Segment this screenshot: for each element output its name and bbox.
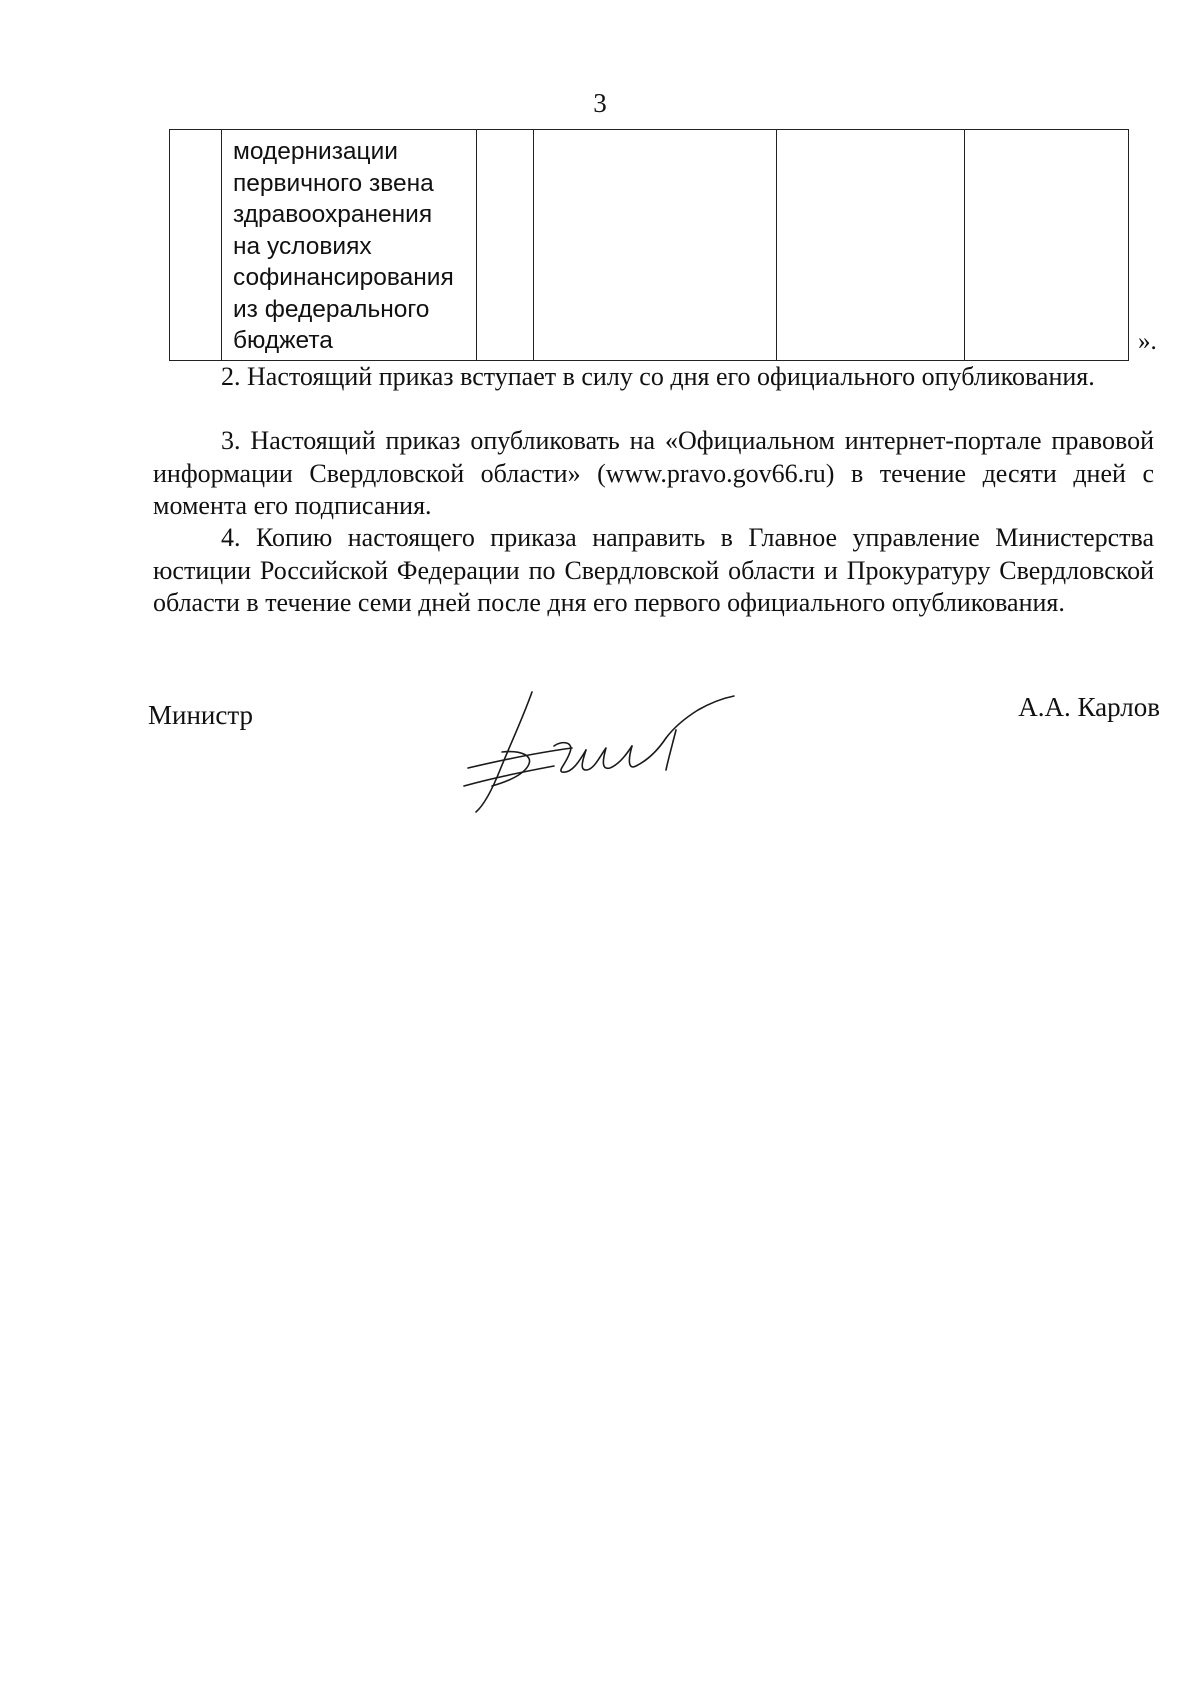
description-line: софинансирования — [233, 264, 454, 291]
table-cell-empty — [965, 130, 1129, 361]
table-row — [170, 130, 1129, 361]
signatory-title: Министр — [148, 700, 253, 730]
description-line: модернизации — [233, 138, 398, 165]
paragraph-4-copy-distribution: 4. Копию настоящего приказа направить в Главное управление Министерства юстиции Российской Федерации по Свердловской области и Прокуратуру Свердловской области в течение семи дней после дня его первого официального опубликования. — [153, 523, 1154, 617]
table-cell-empty — [777, 130, 965, 361]
continuation-table — [169, 129, 1129, 361]
paragraph-2-effective-date: 2. Настоящий приказ вступает в силу со дня его официального опубликования. — [221, 362, 1095, 391]
description-line: на условиях — [233, 232, 372, 260]
description-line: первичного звена — [233, 169, 434, 197]
page-number: 3 — [593, 88, 607, 118]
description-line: из федерального — [233, 295, 430, 323]
table-cell-empty — [477, 130, 534, 361]
handwritten-signature — [462, 690, 762, 825]
description-line: здравоохранения — [233, 201, 433, 228]
table-cell-description — [222, 130, 477, 361]
signatory-name: А.А. Карлов — [1018, 692, 1160, 722]
table-cell-number — [170, 130, 222, 361]
paragraph-3-publication: 3. Настоящий приказ опубликовать на «Официальном интернет-портале правовой информации Свердловской области» (www.pravo.gov66.ru) в течение десяти дней с момента его подписания. — [153, 426, 1154, 520]
description-line: бюджета — [233, 327, 333, 354]
table-cell-empty — [534, 130, 777, 361]
closing-quote-mark: ». — [1138, 328, 1157, 355]
